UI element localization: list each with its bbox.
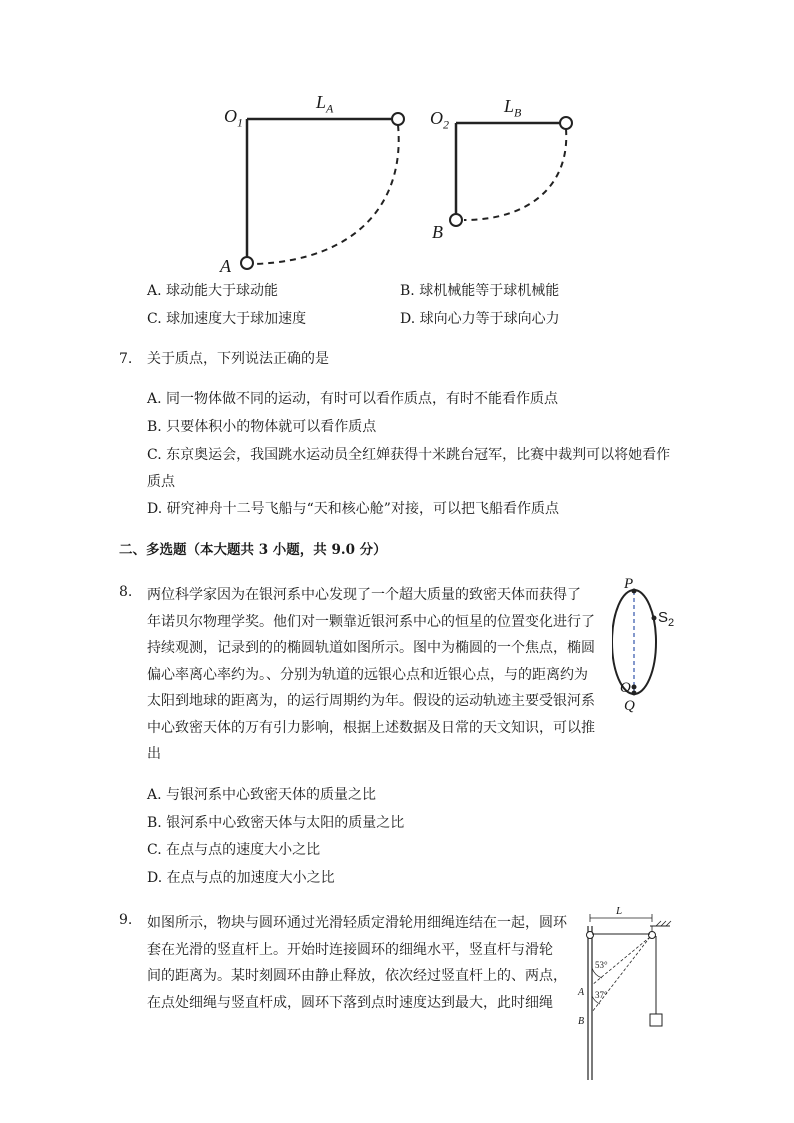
ball-start-left	[392, 113, 404, 125]
label-la: $L_A$	[316, 92, 334, 116]
label-o: O	[620, 680, 631, 696]
q7-stem: 关于质点，下列说法正确的是	[147, 351, 329, 367]
ball-b	[450, 214, 462, 226]
q6-option-c: C. 球加速度大于球加速度	[147, 311, 307, 327]
label-a: A	[220, 256, 231, 276]
pulley-figure	[576, 905, 676, 1083]
label-l: L	[616, 905, 623, 917]
q7-option-c: C. 东京奥运会，我国跳水运动员全红婵获得十米跳台冠军，比赛中裁判可以将她看作	[147, 447, 671, 463]
label-point-b: B	[578, 1016, 585, 1027]
q6-option-d: D. 球向心力等于球向心力	[400, 311, 560, 327]
pendulum-figure	[210, 90, 590, 290]
label-point-a: A	[578, 987, 585, 998]
pendulum-diagram	[210, 90, 590, 290]
q7-option-a: A. 同一物体做不同的运动，有时可以看作质点，有时不能看作质点	[147, 391, 559, 407]
q8-option-a: A. 与银河系中心致密天体的质量之比	[147, 787, 377, 803]
point-q	[632, 691, 637, 696]
orbit-diagram	[612, 580, 682, 730]
label-s2: $S_2$	[658, 609, 675, 629]
q8-number: 8.	[119, 584, 133, 600]
point-o	[632, 685, 637, 690]
q6-option-b: B. 球机械能等于球机械能	[400, 283, 560, 299]
q8-option-b: B. 银河系中心致密天体与太阳的质量之比	[147, 815, 405, 831]
pulley-diagram	[576, 908, 676, 1083]
q7-option-b: B. 只要体积小的物体就可以看作质点	[147, 419, 377, 435]
label-q: Q	[624, 698, 635, 714]
q7-option-c-cont: 质点	[147, 474, 175, 490]
label-angle-53: 53°	[595, 960, 608, 970]
q9-number: 9.	[119, 912, 133, 928]
q7-option-d: D. 研究神舟十二号飞船与“天和核心舱”对接，可以把飞船看作质点	[147, 501, 559, 517]
q6-option-a: A. 球动能大于球动能	[147, 283, 279, 299]
section-title: 二、多选题（本大题共 3 小题，共 9.0 分）	[119, 542, 387, 558]
label-angle-37: 37°	[595, 990, 608, 1000]
orbit-figure	[612, 576, 682, 730]
q8-option-c: C. 在点与点的速度大小之比	[147, 842, 321, 858]
label-o2: $O_2$	[430, 108, 449, 132]
label-lb: $L_B$	[504, 96, 522, 120]
label-b: B	[432, 222, 443, 242]
ball-a	[241, 257, 253, 269]
q9-stem: 如图所示，物块与圆环通过光滑轻质定滑轮用细绳连结在一起，圆环 套在光滑的竖直杆上。开始时连接圆环的细绳水平，竖直杆与滑轮 间的距离为。某时刻圆环由静止释放，依次经过竖直杆上的、两点， 在点处细绳与竖直杆成，圆环下落到点时速度达到最大，此时细绳	[147, 915, 567, 1011]
ball-start-right	[560, 117, 572, 129]
point-s2	[652, 616, 657, 621]
q7-number: 7.	[119, 351, 133, 367]
q8-option-d: D. 在点与点的加速度大小之比	[147, 870, 335, 886]
label-o1: $O_1$	[224, 106, 243, 130]
label-p: P	[624, 576, 634, 592]
q8-stem: 两位科学家因为在银河系中心发现了一个超大质量的致密天体而获得了 年诺贝尔物理学奖。他们对一颗靠近银河系中心的恒星的位置变化进行了 持续观测，记录到的的椭圆轨道如图所示。图中为椭圆的一个焦点，椭圆 偏心率离心率约为。、分别为轨道的远银心点和近银心点，与的距离约为 太阳到地球的距离为，的运行周期约为年。假设的运动轨迹主要受银河系 中心致密天体的万有引力影响，根据上述数据及日常的天文知识，可以推 出	[147, 587, 595, 762]
